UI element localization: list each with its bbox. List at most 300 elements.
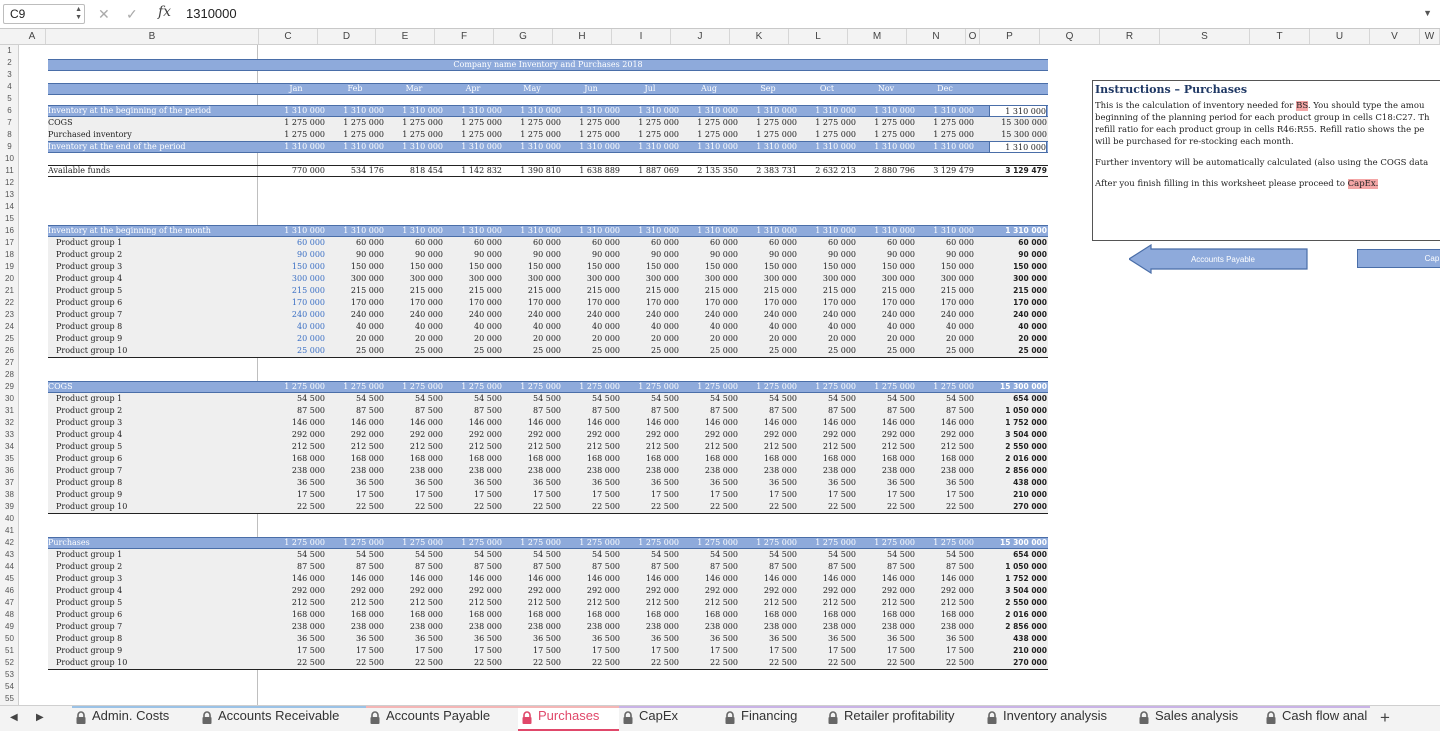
product-group-value[interactable]: 238 000 — [763, 622, 797, 631]
row-header[interactable]: 51 — [5, 646, 14, 655]
product-group-value[interactable]: 215 000 — [881, 286, 915, 295]
row-header[interactable]: 29 — [5, 382, 14, 391]
product-group-value[interactable]: 240 000 — [822, 310, 856, 319]
product-group-value[interactable]: 17 500 — [946, 646, 974, 655]
product-group-value[interactable]: 146 000 — [350, 574, 384, 583]
product-group-value[interactable]: 20 000 — [887, 334, 915, 343]
product-group-value[interactable]: 87 500 — [946, 562, 974, 571]
section-header-value[interactable]: 1 275 000 — [874, 382, 915, 391]
product-group-value[interactable]: 36 500 — [415, 478, 443, 487]
product-group-value[interactable]: 168 000 — [881, 610, 915, 619]
product-group-value[interactable]: 87 500 — [415, 562, 443, 571]
product-group-value[interactable]: 60 000 — [297, 238, 325, 247]
product-group-value[interactable]: 54 500 — [828, 394, 856, 403]
row-header[interactable]: 23 — [5, 310, 14, 319]
product-group-value[interactable]: 168 000 — [940, 454, 974, 463]
product-group-value[interactable]: 300 000 — [940, 274, 974, 283]
available-funds-value[interactable]: 534 176 — [350, 166, 384, 175]
product-group-value[interactable]: 146 000 — [763, 574, 797, 583]
product-group-value[interactable]: 168 000 — [468, 610, 502, 619]
cell-value[interactable]: 1 310 000 — [815, 106, 856, 115]
product-group-value[interactable]: 146 000 — [940, 418, 974, 427]
product-group-value[interactable]: 238 000 — [527, 466, 561, 475]
product-group-value[interactable]: 87 500 — [710, 562, 738, 571]
product-group-value[interactable]: 238 000 — [645, 622, 679, 631]
product-group-value[interactable]: 240 000 — [645, 310, 679, 319]
capex-button[interactable]: Cap — [1357, 249, 1440, 268]
product-group-value[interactable]: 60 000 — [946, 238, 974, 247]
available-funds-value[interactable]: 1 390 810 — [520, 166, 561, 175]
row-header[interactable]: 47 — [5, 598, 14, 607]
section-header-value[interactable]: 1 275 000 — [638, 382, 679, 391]
product-group-value[interactable]: 238 000 — [645, 466, 679, 475]
product-group-value[interactable]: 36 500 — [297, 478, 325, 487]
product-group-value[interactable]: 22 500 — [592, 658, 620, 667]
product-group-total[interactable]: 90 000 — [1018, 250, 1047, 259]
cell-value[interactable]: 1 310 000 — [815, 142, 856, 151]
row-header[interactable]: 36 — [5, 466, 14, 475]
product-group-total[interactable]: 3 504 000 — [1005, 430, 1047, 439]
sheet-tab-admin-costs[interactable] — [72, 706, 198, 731]
cell-value[interactable]: 1 310 000 — [402, 142, 443, 151]
product-group-value[interactable]: 17 500 — [651, 646, 679, 655]
cell-value[interactable]: 1 275 000 — [815, 130, 856, 139]
cell-value[interactable]: 1 310 000 — [402, 106, 443, 115]
product-group-value[interactable]: 150 000 — [468, 262, 502, 271]
product-group-value[interactable]: 54 500 — [828, 550, 856, 559]
row-header[interactable]: 38 — [5, 490, 14, 499]
product-group-value[interactable]: 212 500 — [645, 442, 679, 451]
product-group-value[interactable]: 22 500 — [887, 502, 915, 511]
product-group-value[interactable]: 22 500 — [769, 502, 797, 511]
row-header[interactable]: 17 — [5, 238, 14, 247]
product-group-value[interactable]: 292 000 — [822, 586, 856, 595]
product-group-value[interactable]: 25 000 — [474, 346, 502, 355]
cell-value[interactable]: 1 275 000 — [697, 130, 738, 139]
column-header-k[interactable]: K — [730, 29, 789, 45]
row-header[interactable]: 24 — [5, 322, 14, 331]
sheet-tab-sales-analysis[interactable] — [1135, 706, 1262, 731]
product-group-value[interactable]: 20 000 — [415, 334, 443, 343]
product-group-value[interactable]: 54 500 — [297, 550, 325, 559]
product-group-value[interactable]: 212 500 — [291, 442, 325, 451]
column-header-c[interactable]: C — [259, 29, 318, 45]
sheet-tab-accounts-receivable[interactable] — [198, 706, 366, 731]
product-group-value[interactable]: 212 500 — [940, 442, 974, 451]
product-group-value[interactable]: 40 000 — [710, 322, 738, 331]
product-group-value[interactable]: 25 000 — [710, 346, 738, 355]
product-group-value[interactable]: 168 000 — [291, 454, 325, 463]
product-group-value[interactable]: 212 500 — [409, 598, 443, 607]
product-group-value[interactable]: 87 500 — [415, 406, 443, 415]
product-group-value[interactable]: 22 500 — [592, 502, 620, 511]
product-group-value[interactable]: 36 500 — [946, 634, 974, 643]
next-sheet-icon[interactable]: ▶ — [36, 712, 44, 723]
cell-value[interactable]: 1 275 000 — [756, 118, 797, 127]
product-group-value[interactable]: 300 000 — [350, 274, 384, 283]
section-header-value[interactable]: 1 310 000 — [520, 226, 561, 235]
product-group-value[interactable]: 300 000 — [881, 274, 915, 283]
product-group-value[interactable]: 168 000 — [350, 610, 384, 619]
product-group-value[interactable]: 87 500 — [356, 562, 384, 571]
product-group-value[interactable]: 292 000 — [881, 430, 915, 439]
product-group-value[interactable]: 54 500 — [946, 550, 974, 559]
product-group-value[interactable]: 17 500 — [651, 490, 679, 499]
row-header[interactable]: 44 — [5, 562, 14, 571]
product-group-total[interactable]: 1 752 000 — [1005, 418, 1047, 427]
product-group-value[interactable]: 240 000 — [763, 310, 797, 319]
product-group-value[interactable]: 20 000 — [769, 334, 797, 343]
product-group-total[interactable]: 240 000 — [1013, 310, 1047, 319]
product-group-value[interactable]: 40 000 — [946, 322, 974, 331]
row-total[interactable]: 1 310 000 — [989, 105, 1047, 117]
row-header[interactable]: 33 — [5, 430, 14, 439]
row-header[interactable]: 27 — [5, 358, 14, 367]
product-group-value[interactable]: 240 000 — [409, 310, 443, 319]
product-group-value[interactable]: 215 000 — [468, 286, 502, 295]
product-group-value[interactable]: 22 500 — [297, 658, 325, 667]
accounts-payable-button[interactable] — [1129, 244, 1309, 274]
available-funds-value[interactable]: 1 887 069 — [638, 166, 679, 175]
column-header-v[interactable]: V — [1370, 29, 1420, 45]
product-group-value[interactable]: 20 000 — [356, 334, 384, 343]
product-group-value[interactable]: 54 500 — [651, 550, 679, 559]
row-header[interactable]: 19 — [5, 262, 14, 271]
product-group-value[interactable]: 87 500 — [474, 406, 502, 415]
bs-link[interactable]: BS — [1296, 101, 1308, 111]
product-group-value[interactable]: 40 000 — [356, 322, 384, 331]
cell-value[interactable]: 1 275 000 — [284, 130, 325, 139]
product-group-value[interactable]: 87 500 — [592, 562, 620, 571]
product-group-value[interactable]: 36 500 — [710, 478, 738, 487]
product-group-value[interactable]: 22 500 — [946, 658, 974, 667]
product-group-value[interactable]: 36 500 — [887, 478, 915, 487]
column-header-u[interactable]: U — [1310, 29, 1370, 45]
product-group-total[interactable]: 1 050 000 — [1005, 406, 1047, 415]
row-header[interactable]: 52 — [5, 658, 14, 667]
section-header-value[interactable]: 1 275 000 — [756, 538, 797, 547]
cell-value[interactable]: 1 310 000 — [520, 106, 561, 115]
product-group-value[interactable]: 168 000 — [645, 610, 679, 619]
product-group-value[interactable]: 238 000 — [704, 622, 738, 631]
product-group-value[interactable]: 215 000 — [291, 286, 325, 295]
product-group-value[interactable]: 36 500 — [887, 634, 915, 643]
product-group-value[interactable]: 212 500 — [881, 598, 915, 607]
product-group-value[interactable]: 22 500 — [887, 658, 915, 667]
product-group-value[interactable]: 60 000 — [356, 238, 384, 247]
section-header-value[interactable]: 1 310 000 — [874, 226, 915, 235]
product-group-total[interactable]: 1 050 000 — [1005, 562, 1047, 571]
row-header[interactable]: 2 — [7, 58, 12, 67]
product-group-value[interactable]: 17 500 — [533, 490, 561, 499]
product-group-value[interactable]: 60 000 — [828, 238, 856, 247]
product-group-value[interactable]: 54 500 — [356, 550, 384, 559]
row-header[interactable]: 41 — [5, 526, 14, 535]
cell-value[interactable]: 1 275 000 — [638, 118, 679, 127]
product-group-value[interactable]: 238 000 — [409, 622, 443, 631]
product-group-value[interactable]: 17 500 — [828, 646, 856, 655]
section-header-value[interactable]: 1 275 000 — [579, 382, 620, 391]
product-group-value[interactable]: 238 000 — [704, 466, 738, 475]
column-header-f[interactable]: F — [435, 29, 494, 45]
product-group-value[interactable]: 22 500 — [651, 658, 679, 667]
product-group-value[interactable]: 292 000 — [763, 430, 797, 439]
product-group-value[interactable]: 150 000 — [763, 262, 797, 271]
column-header-h[interactable]: H — [553, 29, 612, 45]
product-group-value[interactable]: 25 000 — [769, 346, 797, 355]
product-group-value[interactable]: 54 500 — [710, 550, 738, 559]
product-group-value[interactable]: 212 500 — [350, 442, 384, 451]
cell-value[interactable]: 1 275 000 — [343, 130, 384, 139]
product-group-value[interactable]: 17 500 — [769, 646, 797, 655]
column-header-i[interactable]: I — [612, 29, 671, 45]
product-group-value[interactable]: 60 000 — [474, 238, 502, 247]
column-header-a[interactable]: A — [19, 29, 46, 45]
product-group-value[interactable]: 17 500 — [710, 490, 738, 499]
product-group-value[interactable]: 292 000 — [940, 586, 974, 595]
product-group-value[interactable]: 87 500 — [887, 562, 915, 571]
product-group-value[interactable]: 300 000 — [586, 274, 620, 283]
product-group-value[interactable]: 168 000 — [291, 610, 325, 619]
product-group-value[interactable]: 22 500 — [474, 502, 502, 511]
product-group-value[interactable]: 40 000 — [828, 322, 856, 331]
row-header[interactable]: 20 — [5, 274, 14, 283]
product-group-value[interactable]: 292 000 — [881, 586, 915, 595]
cell-value[interactable]: 1 310 000 — [874, 106, 915, 115]
row-header[interactable]: 48 — [5, 610, 14, 619]
row-header[interactable]: 9 — [7, 142, 12, 151]
product-group-value[interactable]: 292 000 — [645, 586, 679, 595]
product-group-value[interactable]: 170 000 — [350, 298, 384, 307]
product-group-value[interactable]: 146 000 — [881, 574, 915, 583]
product-group-value[interactable]: 17 500 — [356, 490, 384, 499]
cell-value[interactable]: 1 275 000 — [874, 130, 915, 139]
cell-value[interactable]: 1 275 000 — [402, 130, 443, 139]
product-group-value[interactable]: 54 500 — [474, 394, 502, 403]
product-group-value[interactable]: 25 000 — [533, 346, 561, 355]
product-group-value[interactable]: 146 000 — [409, 574, 443, 583]
product-group-value[interactable]: 240 000 — [291, 310, 325, 319]
product-group-value[interactable]: 238 000 — [881, 622, 915, 631]
row-header[interactable]: 42 — [5, 538, 14, 547]
section-header-total[interactable]: 15 300 000 — [1000, 382, 1047, 391]
product-group-value[interactable]: 292 000 — [468, 430, 502, 439]
cell-value[interactable]: 1 275 000 — [756, 130, 797, 139]
product-group-value[interactable]: 170 000 — [645, 298, 679, 307]
product-group-value[interactable]: 146 000 — [527, 574, 561, 583]
product-group-total[interactable]: 170 000 — [1013, 298, 1047, 307]
product-group-value[interactable]: 36 500 — [533, 634, 561, 643]
row-header[interactable]: 22 — [5, 298, 14, 307]
cell-value[interactable]: 1 275 000 — [520, 118, 561, 127]
row-total[interactable]: 1 310 000 — [989, 141, 1047, 153]
product-group-value[interactable]: 215 000 — [645, 286, 679, 295]
product-group-value[interactable]: 212 500 — [822, 442, 856, 451]
product-group-value[interactable]: 240 000 — [586, 310, 620, 319]
product-group-value[interactable]: 238 000 — [822, 466, 856, 475]
product-group-value[interactable]: 146 000 — [468, 418, 502, 427]
section-header-value[interactable]: 1 275 000 — [815, 538, 856, 547]
section-header-value[interactable]: 1 275 000 — [638, 538, 679, 547]
product-group-value[interactable]: 90 000 — [651, 250, 679, 259]
product-group-value[interactable]: 90 000 — [474, 250, 502, 259]
row-header[interactable]: 6 — [7, 106, 12, 115]
product-group-value[interactable]: 168 000 — [763, 610, 797, 619]
row-header[interactable]: 26 — [5, 346, 14, 355]
product-group-value[interactable]: 40 000 — [297, 322, 325, 331]
product-group-value[interactable]: 25 000 — [651, 346, 679, 355]
column-header-w[interactable]: W — [1420, 29, 1440, 45]
product-group-value[interactable]: 40 000 — [415, 322, 443, 331]
cell-value[interactable]: 1 310 000 — [756, 142, 797, 151]
product-group-value[interactable]: 292 000 — [586, 430, 620, 439]
product-group-value[interactable]: 300 000 — [704, 274, 738, 283]
available-funds-value[interactable]: 1 638 889 — [579, 166, 620, 175]
product-group-value[interactable]: 22 500 — [710, 502, 738, 511]
product-group-value[interactable]: 168 000 — [645, 454, 679, 463]
product-group-total[interactable]: 2 016 000 — [1005, 454, 1047, 463]
row-header[interactable]: 4 — [7, 82, 12, 91]
product-group-value[interactable]: 238 000 — [822, 622, 856, 631]
row-header[interactable]: 3 — [7, 70, 12, 79]
product-group-value[interactable]: 22 500 — [533, 502, 561, 511]
product-group-value[interactable]: 215 000 — [527, 286, 561, 295]
product-group-value[interactable]: 146 000 — [645, 574, 679, 583]
column-header-b[interactable]: B — [46, 29, 259, 45]
product-group-value[interactable]: 212 500 — [291, 598, 325, 607]
cancel-icon[interactable]: ✕ — [98, 6, 110, 22]
product-group-value[interactable]: 292 000 — [704, 430, 738, 439]
spreadsheet-grid[interactable] — [19, 45, 1440, 705]
column-header-q[interactable]: Q — [1040, 29, 1100, 45]
row-header[interactable]: 28 — [5, 370, 14, 379]
formula-input[interactable]: 1310000 — [186, 6, 237, 21]
capex-link[interactable]: CapEx. — [1347, 179, 1379, 189]
product-group-value[interactable]: 36 500 — [533, 478, 561, 487]
product-group-value[interactable]: 292 000 — [527, 430, 561, 439]
product-group-value[interactable]: 150 000 — [645, 262, 679, 271]
cell-value[interactable]: 1 275 000 — [579, 130, 620, 139]
available-funds-value[interactable]: 2 880 796 — [874, 166, 915, 175]
sheet-tab-purchases[interactable] — [518, 706, 619, 731]
product-group-total[interactable]: 210 000 — [1013, 646, 1047, 655]
column-header-m[interactable]: M — [848, 29, 907, 45]
product-group-value[interactable]: 146 000 — [468, 574, 502, 583]
product-group-value[interactable]: 238 000 — [940, 622, 974, 631]
product-group-value[interactable]: 87 500 — [651, 562, 679, 571]
row-header[interactable]: 43 — [5, 550, 14, 559]
product-group-value[interactable]: 54 500 — [769, 394, 797, 403]
column-header-j[interactable]: J — [671, 29, 730, 45]
product-group-value[interactable]: 54 500 — [651, 394, 679, 403]
section-header-value[interactable]: 1 275 000 — [933, 382, 974, 391]
available-funds-value[interactable]: 1 142 832 — [461, 166, 502, 175]
product-group-value[interactable]: 168 000 — [704, 454, 738, 463]
product-group-value[interactable]: 40 000 — [533, 322, 561, 331]
product-group-value[interactable]: 212 500 — [881, 442, 915, 451]
row-header[interactable]: 46 — [5, 586, 14, 595]
product-group-value[interactable]: 146 000 — [704, 418, 738, 427]
product-group-total[interactable]: 210 000 — [1013, 490, 1047, 499]
section-header-value[interactable]: 1 275 000 — [579, 538, 620, 547]
cell-value[interactable]: 1 275 000 — [284, 118, 325, 127]
product-group-value[interactable]: 54 500 — [297, 394, 325, 403]
section-header-value[interactable]: 1 275 000 — [520, 382, 561, 391]
product-group-value[interactable]: 168 000 — [586, 610, 620, 619]
product-group-value[interactable]: 168 000 — [527, 454, 561, 463]
product-group-value[interactable]: 87 500 — [651, 406, 679, 415]
product-group-value[interactable]: 212 500 — [645, 598, 679, 607]
cell-value[interactable]: 1 310 000 — [933, 106, 974, 115]
product-group-value[interactable]: 17 500 — [592, 490, 620, 499]
product-group-value[interactable]: 54 500 — [533, 394, 561, 403]
product-group-value[interactable]: 60 000 — [887, 238, 915, 247]
column-header-g[interactable]: G — [494, 29, 553, 45]
product-group-value[interactable]: 215 000 — [940, 286, 974, 295]
product-group-value[interactable]: 292 000 — [822, 430, 856, 439]
product-group-value[interactable]: 22 500 — [415, 658, 443, 667]
row-header[interactable]: 25 — [5, 334, 14, 343]
product-group-value[interactable]: 150 000 — [527, 262, 561, 271]
product-group-value[interactable]: 170 000 — [527, 298, 561, 307]
product-group-value[interactable]: 215 000 — [350, 286, 384, 295]
product-group-value[interactable]: 22 500 — [946, 502, 974, 511]
row-header[interactable]: 34 — [5, 442, 14, 451]
product-group-value[interactable]: 292 000 — [291, 586, 325, 595]
product-group-value[interactable]: 238 000 — [527, 622, 561, 631]
product-group-value[interactable]: 87 500 — [474, 562, 502, 571]
product-group-value[interactable]: 87 500 — [887, 406, 915, 415]
product-group-value[interactable]: 17 500 — [887, 646, 915, 655]
product-group-value[interactable]: 87 500 — [828, 406, 856, 415]
product-group-value[interactable]: 212 500 — [940, 598, 974, 607]
product-group-value[interactable]: 146 000 — [527, 418, 561, 427]
product-group-value[interactable]: 20 000 — [946, 334, 974, 343]
section-header-value[interactable]: 1 310 000 — [697, 226, 738, 235]
product-group-value[interactable]: 36 500 — [828, 478, 856, 487]
product-group-value[interactable]: 212 500 — [468, 442, 502, 451]
product-group-value[interactable]: 54 500 — [946, 394, 974, 403]
sheet-tab-retailer-profitability[interactable] — [824, 706, 983, 731]
product-group-value[interactable]: 60 000 — [710, 238, 738, 247]
cell-value[interactable]: 1 310 000 — [343, 106, 384, 115]
sheet-tab-accounts-payable[interactable] — [366, 706, 518, 731]
cell-value[interactable]: 1 310 000 — [933, 142, 974, 151]
product-group-value[interactable]: 22 500 — [474, 658, 502, 667]
product-group-value[interactable]: 87 500 — [769, 562, 797, 571]
product-group-value[interactable]: 22 500 — [710, 658, 738, 667]
cell-value[interactable]: 1 310 000 — [638, 106, 679, 115]
section-header-value[interactable]: 1 275 000 — [697, 538, 738, 547]
product-group-value[interactable]: 238 000 — [586, 466, 620, 475]
row-header[interactable]: 16 — [5, 226, 14, 235]
product-group-value[interactable]: 168 000 — [881, 454, 915, 463]
row-header[interactable]: 39 — [5, 502, 14, 511]
product-group-total[interactable]: 20 000 — [1018, 334, 1047, 343]
product-group-value[interactable]: 54 500 — [356, 394, 384, 403]
product-group-value[interactable]: 90 000 — [769, 250, 797, 259]
row-header[interactable]: 7 — [7, 118, 12, 127]
available-funds-total[interactable]: 3 129 479 — [1005, 166, 1047, 175]
product-group-value[interactable]: 36 500 — [297, 634, 325, 643]
product-group-value[interactable]: 146 000 — [291, 418, 325, 427]
cell-value[interactable]: 1 310 000 — [520, 142, 561, 151]
product-group-value[interactable]: 40 000 — [474, 322, 502, 331]
product-group-value[interactable]: 60 000 — [415, 238, 443, 247]
product-group-value[interactable]: 240 000 — [527, 310, 561, 319]
product-group-value[interactable]: 54 500 — [533, 550, 561, 559]
product-group-value[interactable]: 292 000 — [763, 586, 797, 595]
